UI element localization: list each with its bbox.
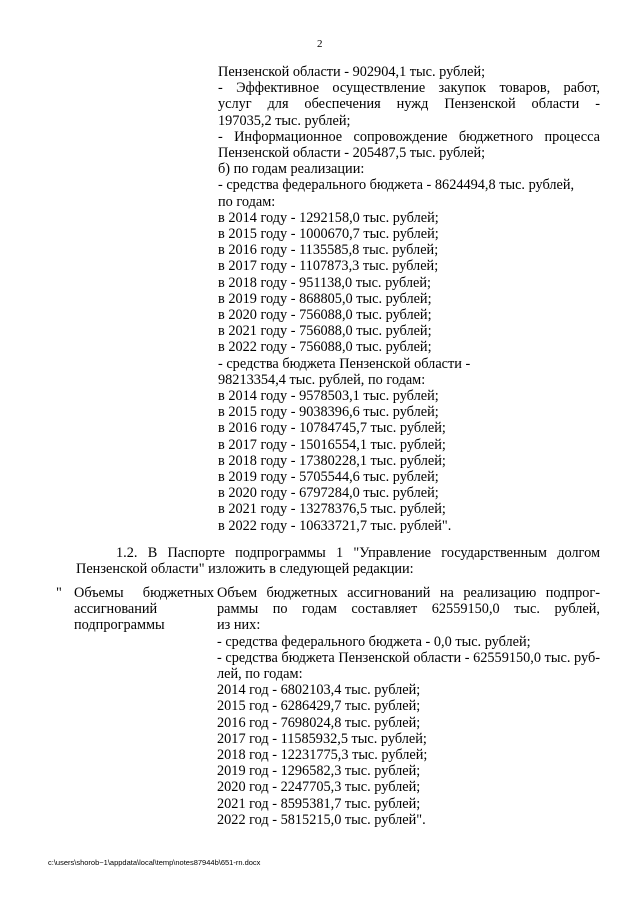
text-line: в 2017 году - 1107873,3 тыс. рублей; bbox=[218, 258, 439, 275]
text-line: 98213354,4 тыс. рублей, по годам: bbox=[218, 371, 426, 388]
text-line: - средства бюджета Пензенской области - bbox=[218, 355, 471, 372]
value-line: - средства федерального бюджета - 0,0 тыс. рублей; bbox=[217, 633, 531, 650]
text-line: в 2015 году - 1000670,7 тыс. рублей; bbox=[218, 226, 439, 243]
value-line: из них: bbox=[217, 617, 261, 634]
text-line: в 2020 году - 756088,0 тыс. рублей; bbox=[218, 307, 432, 324]
value-line: 2015 год - 6286429,7 тыс. рублей; bbox=[217, 698, 421, 715]
opening-quote: " bbox=[56, 585, 62, 601]
value-line: Объем бюджетных ассигнований на реализацию подпрог- bbox=[217, 585, 600, 601]
value-line: лей, по годам: bbox=[217, 666, 303, 683]
value-line: - средства бюджета Пензенской области - 62559150,0 тыс. руб- bbox=[217, 649, 600, 666]
text-line: в 2022 году - 10633721,7 тыс. рублей". bbox=[218, 517, 452, 534]
text-line: в 2017 году - 15016554,1 тыс. рублей; bbox=[218, 436, 446, 453]
text-line: в 2016 году - 1135585,8 тыс. рублей; bbox=[218, 242, 439, 259]
heading-line: 1.2. В Паспорте подпрограммы 1 "Управление государственным долгом bbox=[116, 545, 600, 561]
value-line: 2021 год - 8595381,7 тыс. рублей; bbox=[217, 795, 421, 812]
section-heading bbox=[76, 545, 600, 577]
label-line: Объемы бюджетных bbox=[74, 585, 214, 601]
value-line: 2016 год - 7698024,8 тыс. рублей; bbox=[217, 714, 421, 731]
text-line: в 2022 году - 756088,0 тыс. рублей; bbox=[218, 339, 432, 356]
text-line: - средства федерального бюджета - 8624494,8 тыс. рублей, bbox=[218, 177, 575, 194]
row-label bbox=[74, 585, 214, 634]
value-line: 2019 год - 1296582,3 тыс. рублей; bbox=[217, 763, 421, 780]
text-line: в 2019 году - 868805,0 тыс. рублей; bbox=[218, 290, 432, 307]
value-line: 2018 год - 12231775,3 тыс. рублей; bbox=[217, 747, 428, 764]
text-line: в 2015 году - 9038396,6 тыс. рублей; bbox=[218, 404, 439, 421]
text-line: - Эффективное осуществление закупок товаров, работ, bbox=[218, 80, 600, 97]
value-line: 2022 год - 5815215,0 тыс. рублей". bbox=[217, 811, 426, 828]
text-line: Пензенской области - 902904,1 тыс. рублей; bbox=[218, 64, 486, 80]
text-line: б) по годам реализации: bbox=[218, 161, 365, 178]
text-line: в 2019 году - 5705544,6 тыс. рублей; bbox=[218, 469, 439, 486]
text-line: в 2016 году - 10784745,7 тыс. рублей; bbox=[218, 420, 446, 437]
text-line: в 2018 году - 17380228,1 тыс. рублей; bbox=[218, 452, 446, 469]
top-text-block bbox=[218, 64, 600, 534]
text-line: по годам: bbox=[218, 193, 276, 210]
row-value bbox=[217, 585, 600, 828]
text-line: - Информационное сопровождение бюджетного процесса bbox=[218, 128, 600, 145]
text-line: 197035,2 тыс. рублей; bbox=[218, 112, 351, 129]
heading-line: Пензенской области" изложить в следующей редакции: bbox=[76, 561, 414, 578]
page-number: 2 bbox=[317, 38, 323, 50]
text-line: услуг для обеспечения нужд Пензенской области - bbox=[218, 96, 600, 113]
file-path-footer: c:\users\shorob~1\appdata\local\temp\notes87944b\651-rn.docx bbox=[48, 858, 261, 867]
text-line: в 2021 году - 13278376,5 тыс. рублей; bbox=[218, 501, 446, 518]
text-line: в 2018 году - 951138,0 тыс. рублей; bbox=[218, 274, 432, 291]
text-line: Пензенской области - 205487,5 тыс. рублей; bbox=[218, 145, 486, 162]
label-line: подпрограммы bbox=[74, 617, 165, 634]
value-line: 2020 год - 2247705,3 тыс. рублей; bbox=[217, 779, 421, 796]
label-line: ассигнований bbox=[74, 601, 158, 618]
text-line: в 2014 году - 9578503,1 тыс. рублей; bbox=[218, 388, 439, 405]
text-line: в 2014 году - 1292158,0 тыс. рублей; bbox=[218, 209, 439, 226]
text-line: в 2020 году - 6797284,0 тыс. рублей; bbox=[218, 485, 439, 502]
value-line: 2017 год - 11585932,5 тыс. рублей; bbox=[217, 730, 427, 747]
text-line: в 2021 году - 756088,0 тыс. рублей; bbox=[218, 323, 432, 340]
value-line: раммы по годам составляет 62559150,0 тыс. рублей, bbox=[217, 601, 600, 618]
value-line: 2014 год - 6802103,4 тыс. рублей; bbox=[217, 682, 421, 699]
